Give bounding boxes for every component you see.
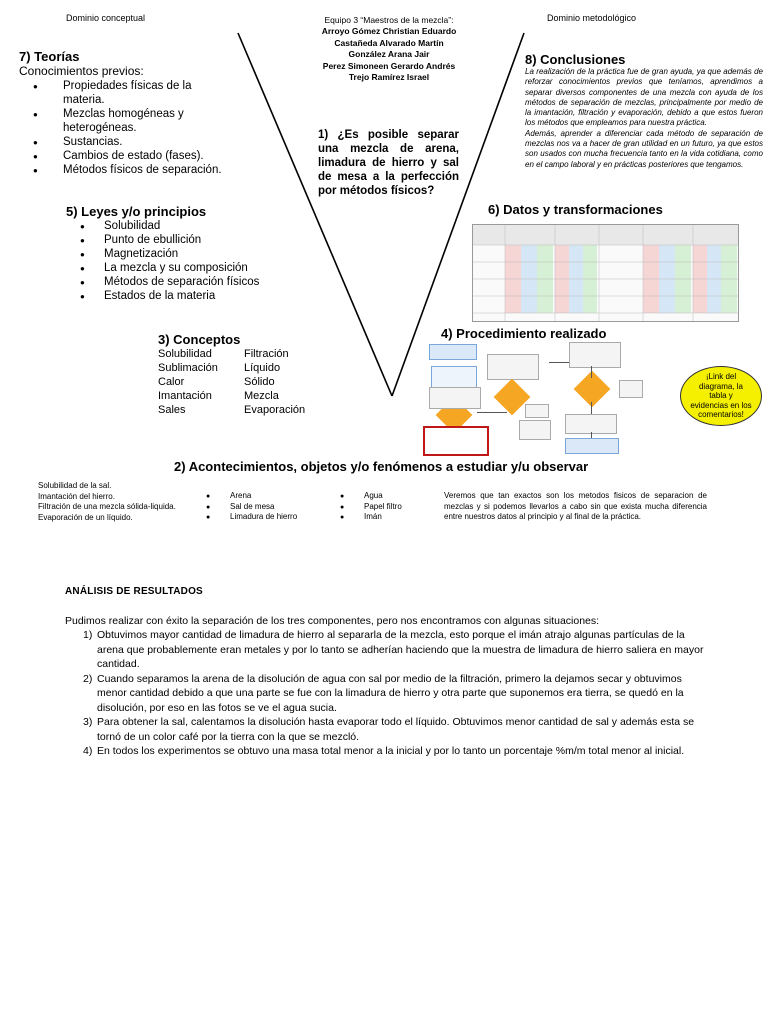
objeto-item: ● Arena bbox=[188, 491, 318, 502]
analisis-item: 1) Obtuvimos mayor cantidad de limadura de hierro al separarla de la mezcla, esto porque el imán atrajo algunas partículas de la arena que probablemente eran metales y por lo tanto se adherían haciendo que la muestra de limadura de hierro saliera en mayor cantidad. bbox=[83, 629, 704, 670]
analisis-item-text: En todos los experimentos se obtuvo una masa total menor a la inicial y por lo tanto un porcentaje %m/m total menor al inicial. bbox=[97, 745, 685, 757]
team-member: Arroyo Gómez Christian Eduardo bbox=[321, 26, 457, 37]
analisis-item: 3) Para obtener la sal, calentamos la disolución hasta evaporar todo el líquido. Obtuvimos menor cantidad de sal y además esta se tornó de un color café por la tierra con la que se mezcló. bbox=[83, 716, 695, 743]
link-note-text: ¡Link del diagrama, la tabla y evidencias en los comentarios! bbox=[690, 372, 752, 420]
teorias-intro: Conocimientos previos: bbox=[19, 64, 144, 78]
teorias-item: ● Propiedades físicas de la materia. bbox=[19, 79, 234, 107]
analisis-item: 4) En todos los experimentos se obtuvo una masa total menor a la inicial y por lo tanto un porcentaje %m/m total menor al inicial. bbox=[83, 745, 685, 757]
procedimiento-title: 4) Procedimiento realizado bbox=[441, 326, 607, 341]
leyes-section bbox=[66, 204, 306, 303]
leyes-item: ● Estados de la materia bbox=[66, 289, 306, 303]
acontecimientos-title: 2) Acontecimientos, objetos y/o fenómenos a estudiar y/u observar bbox=[174, 459, 589, 474]
fenomeno-item: Filtración de una mezcla sólida-liquida. bbox=[38, 502, 176, 511]
team-block bbox=[300, 15, 478, 84]
objeto-item: ● Imán bbox=[322, 512, 432, 523]
objetos-list-1 bbox=[188, 491, 318, 523]
flow-decision bbox=[574, 371, 611, 408]
concepto: Sublimación bbox=[158, 362, 218, 374]
leyes-item: ● Magnetización bbox=[66, 247, 306, 261]
objeto-item: ● Papel filtro bbox=[322, 502, 432, 513]
analisis-intro: Pudimos realizar con éxito la separación de los tres componentes, pero nos encontramos con algunas situaciones: bbox=[65, 614, 600, 627]
flow-step bbox=[565, 438, 619, 454]
concepto: Imantación bbox=[158, 390, 212, 402]
conclusiones-p1: La realización de la práctica fue de gran ayuda, ya que además de reforzar conocimientos previos que teníamos, aprendimos a separar diversos componentes de una mezcla con ayuda de los métodos de separación de mezclas, principalmente por medio de la imantación, filtración y evaporación, debido a que estos fueron los métodos que empleamos para nuestra práctica. bbox=[525, 67, 763, 128]
conclusiones-p2: Además, aprender a diferenciar cada método de separación de mezclas nos va a hacer de gran utilidad en un futuro, ya que estos son usados con mucha frecuencia tanto en la vida cotidiana, como en el campo laboral y en prácticas posteriores que tengamos. bbox=[525, 128, 763, 169]
concepto: Sales bbox=[158, 404, 186, 416]
flow-step bbox=[429, 387, 481, 409]
concepto: Líquido bbox=[244, 362, 281, 374]
flow-step bbox=[619, 380, 643, 398]
link-note-bubble bbox=[680, 366, 762, 426]
teorias-item: ● Cambios de estado (fases). bbox=[19, 149, 234, 163]
team-member: Perez Simoneen Gerardo Andrés bbox=[322, 60, 456, 71]
flowchart-image bbox=[419, 342, 669, 454]
conceptos-grid bbox=[158, 347, 338, 417]
concepto: Evaporación bbox=[244, 404, 306, 416]
concepto: Mezcla bbox=[244, 390, 279, 402]
teorias-item: ● Métodos físicos de separación. bbox=[19, 163, 234, 177]
flow-step bbox=[569, 342, 621, 368]
analisis-title: ANÁLISIS DE RESULTADOS bbox=[65, 586, 203, 597]
highlighted-box bbox=[423, 426, 489, 456]
analisis-item: 2) Cuando separamos la arena de la disolución de agua con sal por medio de la filtración, primero la dejamos secar y obtuvimos menor cantidad debido a que una parte se fue con la limadura de hierro y otra parte que suponemos era tierra, se quedó en la disolución, por eso en las fotos se ve el agua sucia. bbox=[83, 672, 684, 714]
flow-step bbox=[519, 420, 551, 440]
teorias-item: ● Mezclas homogéneas y heterogéneas. bbox=[19, 107, 234, 135]
analisis-item-text: Obtuvimos mayor cantidad de limadura de hierro al separarla de la mezcla, esto porque el imán atrajo algunas partículas de la arena que probablemente eran metales y por lo tanto se adherían haciendo que la muestra de limadura de hierro saliera en mayor cantidad. bbox=[97, 629, 704, 670]
fenomeno-item: Imantación del hierro. bbox=[38, 491, 115, 501]
leyes-item: ● Punto de ebullición bbox=[66, 233, 306, 247]
concepto: Solubilidad bbox=[158, 348, 212, 360]
dominio-conceptual-label: Dominio conceptual bbox=[66, 13, 146, 23]
objeto-item: ● Sal de mesa bbox=[188, 502, 318, 513]
teorias-title: 7) Teorías bbox=[19, 49, 80, 64]
data-table-image bbox=[472, 224, 739, 322]
team-name: Equipo 3 “Maestros de la mezcla”: bbox=[324, 15, 454, 25]
flow-step bbox=[565, 414, 617, 434]
team-member: Trejo Ramírez Israel bbox=[348, 72, 430, 83]
analisis-section bbox=[65, 585, 707, 759]
conceptos-section bbox=[158, 332, 338, 417]
flow-step bbox=[487, 354, 539, 380]
team-member: González Arana Jair bbox=[348, 49, 430, 60]
conclusiones-title: 8) Conclusiones bbox=[525, 52, 626, 67]
analisis-item-text: Cuando separamos la arena de la disolución de agua con sal por medio de la filtración, primero la dejamos secar y obtuvimos menor cantidad debido a que una parte se fue con la limadura de hierro y otra parte que suponemos era tierra, se quedó en la disolución, por eso en las fotos se ve el agua sucia. bbox=[97, 672, 684, 714]
fenomeno-item: Evaporación de un líquido. bbox=[38, 512, 133, 522]
objetos-list-2 bbox=[322, 491, 432, 523]
teorias-item: ● Sustancias. bbox=[19, 135, 234, 149]
flow-step bbox=[429, 344, 477, 360]
leyes-title: 5) Leyes y/o principios bbox=[66, 204, 207, 219]
data-table-graphic bbox=[473, 225, 738, 321]
fenomenos-list bbox=[38, 481, 198, 523]
team-member: Castañeda Alvarado Martín bbox=[334, 37, 444, 48]
teorias-section bbox=[19, 49, 234, 177]
leyes-item: ● Métodos de separación físicos bbox=[66, 275, 306, 289]
flow-step bbox=[525, 404, 549, 418]
pregunta-central: 1) ¿Es posible separar una mezcla de arena, limadura de hierro y sal de mesa a la perfección por métodos físicos? bbox=[318, 129, 459, 197]
leyes-item: ● Solubilidad bbox=[66, 219, 306, 233]
conclusiones-section bbox=[525, 52, 763, 170]
objeto-item: ● Limadura de hierro bbox=[188, 512, 318, 523]
concepto: Filtración bbox=[244, 348, 289, 360]
dominio-metodologico-label: Dominio metodológico bbox=[547, 13, 637, 23]
conceptos-title: 3) Conceptos bbox=[158, 332, 241, 347]
concepto: Sólido bbox=[244, 376, 275, 388]
acontecimientos-texto: Veremos que tan exactos son los metodos fisicos de separacion de mezclas y si podemos llevarlos a cabo sin que exista mucha diferencia entre nuestros datos al principio y al final de la práctica. bbox=[444, 491, 707, 521]
fenomeno-item: Solubilidad de la sal. bbox=[38, 481, 112, 490]
objeto-item: ● Agua bbox=[322, 491, 432, 502]
datos-title: 6) Datos y transformaciones bbox=[488, 202, 663, 217]
concepto: Calor bbox=[158, 376, 185, 388]
analisis-item-text: Para obtener la sal, calentamos la disolución hasta evaporar todo el líquido. Obtuvimos menor cantidad de sal y además esta se tornó de un color café por la tierra con la que se mezcló. bbox=[97, 716, 695, 743]
leyes-item: ● La mezcla y su composición bbox=[66, 261, 306, 275]
